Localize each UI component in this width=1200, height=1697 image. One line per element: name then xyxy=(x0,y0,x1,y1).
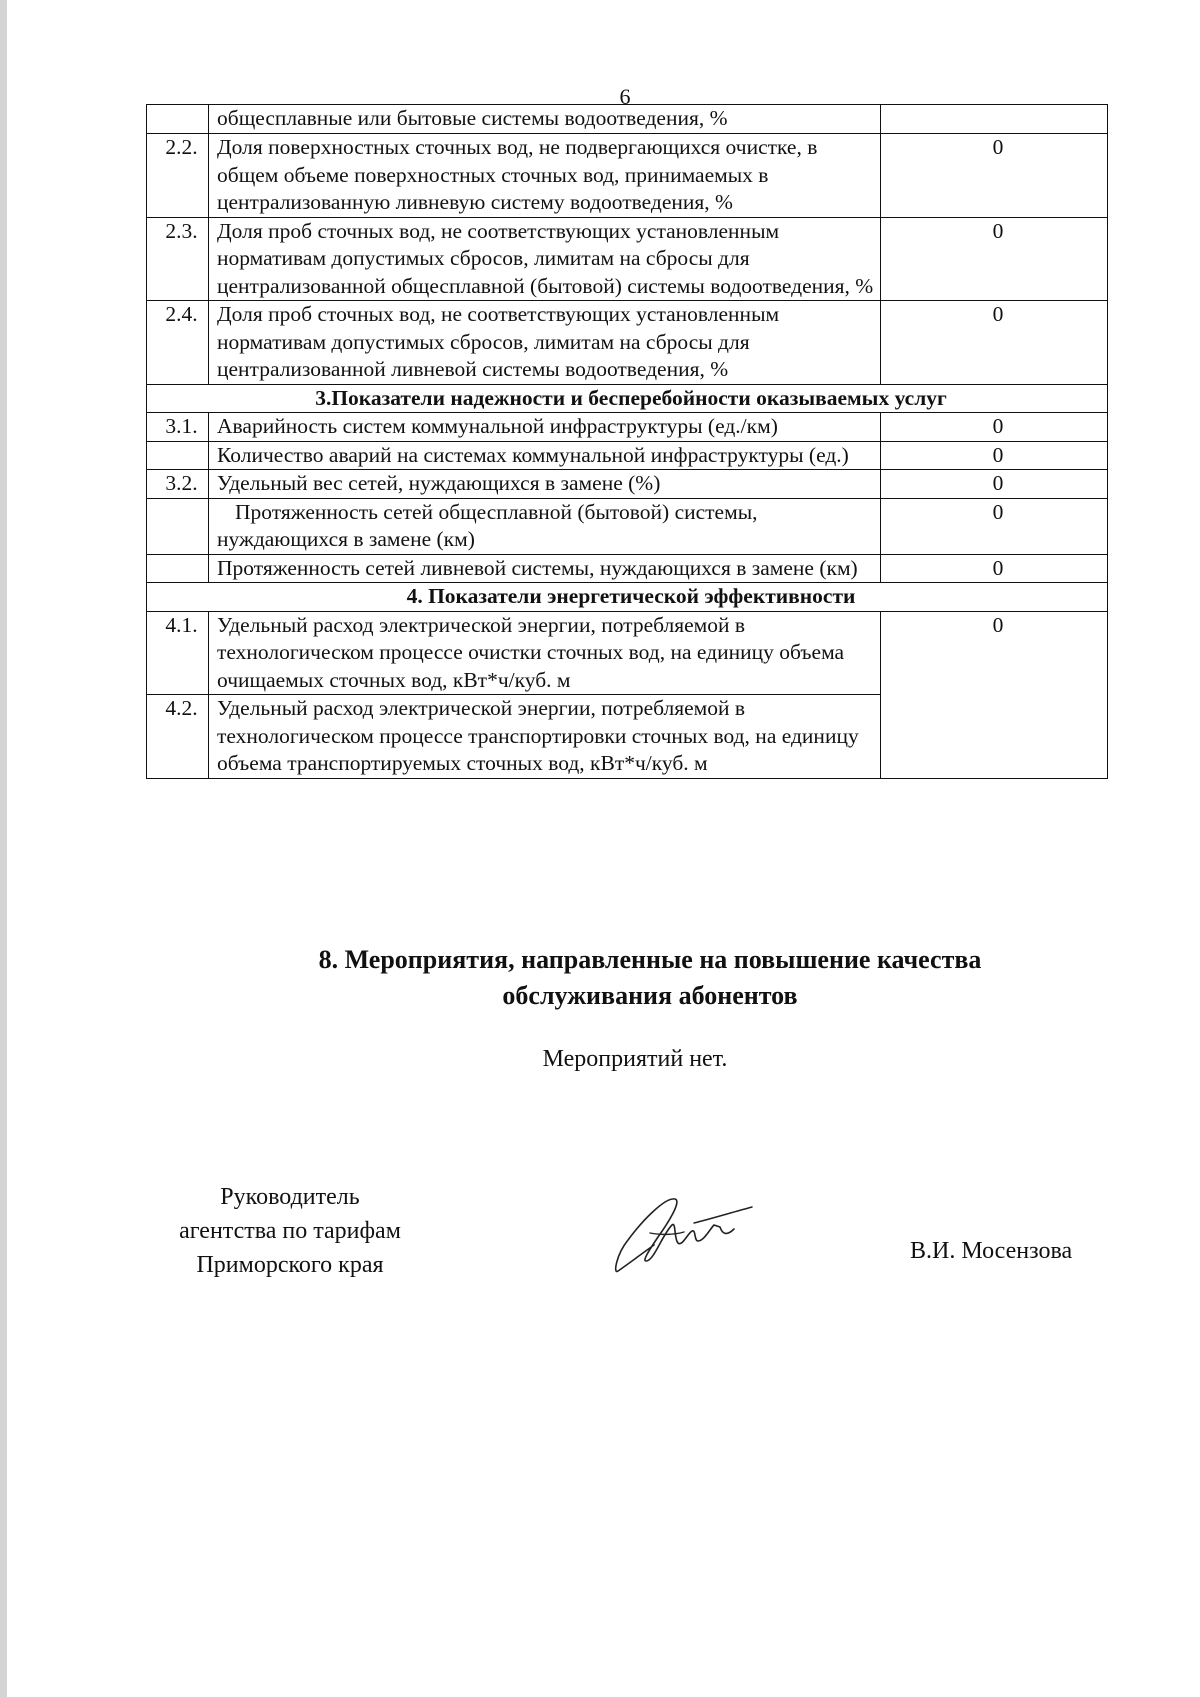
row-number: 4.1. xyxy=(147,611,209,695)
section-8-title xyxy=(200,942,1100,1014)
table-row xyxy=(147,105,1108,134)
row-text: Доля поверхностных сточных вод, не подвергающихся очистке, в общем объеме поверхностных сточных вод, принимаемых в централизованную ливневую систему водоотведения, % xyxy=(209,134,881,218)
table-row xyxy=(147,301,1108,385)
row-value: 0 xyxy=(881,413,1108,442)
signatory-title-line3: Приморского края xyxy=(196,1252,384,1278)
scan-edge xyxy=(0,0,7,1697)
row-number xyxy=(147,554,209,583)
row-text: Удельный расход электрической энергии, потребляемой в технологическом процессе очистки сточных вод, на единицу объема очищаемых сточных вод, кВт*ч/куб. м xyxy=(209,611,881,695)
table-row xyxy=(147,413,1108,442)
section-heading: 3.Показатели надежности и бесперебойности оказываемых услуг xyxy=(147,384,1108,413)
section-8-title-line2: обслуживания абонентов xyxy=(502,981,798,1010)
section-row xyxy=(147,384,1108,413)
row-number: 3.1. xyxy=(147,413,209,442)
row-text: Удельный расход электрической энергии, потребляемой в технологическом процессе транспортировки сточных вод, на единицу объема транспортируемых сточных вод, кВт*ч/куб. м xyxy=(209,695,881,779)
row-text: Доля проб сточных вод, не соответствующих установленным нормативам допустимых сбросов, лимитам на сбросы для централизованной ливневой системы водоотведения, % xyxy=(209,301,881,385)
row-value: 0 xyxy=(881,470,1108,499)
table-row xyxy=(147,498,1108,554)
table-row xyxy=(147,554,1108,583)
row-value: 0 xyxy=(881,554,1108,583)
row-value: 0 xyxy=(881,134,1108,218)
row-number: 2.3. xyxy=(147,217,209,301)
row-value: 0 xyxy=(881,611,1108,778)
table-row xyxy=(147,470,1108,499)
signatory-title-line2: агентства по тарифам xyxy=(179,1218,401,1244)
row-text: Аварийность систем коммунальной инфраструктуры (ед./км) xyxy=(209,413,881,442)
section-heading: 4. Показатели энергетической эффективности xyxy=(147,583,1108,612)
table-row xyxy=(147,611,1108,695)
row-text: Протяженность сетей общесплавной (бытовой) системы, нуждающихся в замене (км) xyxy=(209,498,881,554)
table-row xyxy=(147,134,1108,218)
handwritten-signature xyxy=(610,1185,760,1280)
signatory-title-line1: Руководитель xyxy=(220,1184,360,1210)
table-row xyxy=(147,217,1108,301)
row-number xyxy=(147,498,209,554)
section-row xyxy=(147,583,1108,612)
signatory-name: В.И. Мосензова xyxy=(910,1238,1073,1264)
row-value: 0 xyxy=(881,441,1108,470)
signatory-title xyxy=(125,1180,455,1282)
page-number: 6 xyxy=(619,84,631,109)
table-row xyxy=(147,441,1108,470)
indicators-table xyxy=(146,104,1108,779)
row-number: 2.4. xyxy=(147,301,209,385)
row-text: Протяженность сетей ливневой системы, нуждающихся в замене (км) xyxy=(209,554,881,583)
row-value xyxy=(881,105,1108,134)
row-number xyxy=(147,105,209,134)
row-number: 2.2. xyxy=(147,134,209,218)
row-text: Удельный вес сетей, нуждающихся в замене (%) xyxy=(209,470,881,499)
row-value: 0 xyxy=(881,301,1108,385)
row-value: 0 xyxy=(881,498,1108,554)
section-8-title-line1: 8. Мероприятия, направленные на повышение качества xyxy=(318,945,982,974)
row-value: 0 xyxy=(881,217,1108,301)
row-number: 3.2. xyxy=(147,470,209,499)
row-number: 4.2. xyxy=(147,695,209,779)
row-text: общесплавные или бытовые системы водоотведения, % xyxy=(209,105,881,134)
row-text: Доля проб сточных вод, не соответствующих установленным нормативам допустимых сбросов, лимитам на сбросы для централизованной общесплавной (бытовой) системы водоотведения, % xyxy=(209,217,881,301)
row-number xyxy=(147,441,209,470)
section-8-note: Мероприятий нет. xyxy=(542,1046,728,1072)
row-text: Количество аварий на системах коммунальной инфраструктуры (ед.) xyxy=(209,441,881,470)
